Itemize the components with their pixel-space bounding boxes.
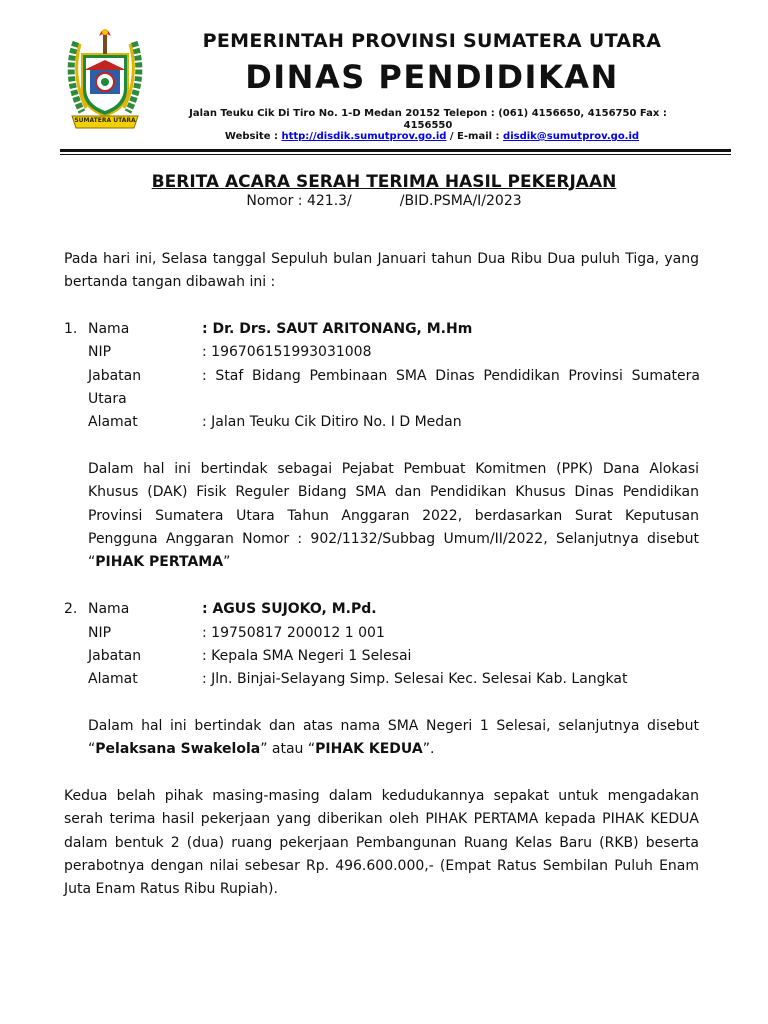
party1-nip-label: NIP (88, 344, 112, 360)
email-label: / E-mail : (449, 131, 500, 142)
party1-jabatan-continued: Utara (88, 391, 127, 407)
email-link[interactable]: disdik@sumutprov.go.id (503, 131, 640, 142)
party1-number: 1. (64, 321, 78, 337)
logo-ribbon-text: SUMATERA UTARA (74, 117, 136, 124)
office-address: Jalan Teuku Cik Di Tiro No. 1-D Medan 20152 Telepon : (061) 4156650, 4156750 Fax : 4156550 (189, 108, 667, 131)
party2-nip-value: : 19750817 200012 1 001 (202, 625, 385, 641)
party1-jabatan-label: Jabatan (88, 368, 142, 384)
party2-number: 2. (64, 601, 78, 617)
party2-alamat-value: : Jln. Binjai-Selayang Simp. Selesai Kec. Selesai Kab. Langkat (202, 671, 628, 687)
party1-nip-value: : 196706151993031008 (202, 344, 372, 360)
party1-description: Dalam hal ini bertindak sebagai Pejabat Pembuat Komitmen (PPK) Dana Alokasi Khusus (DAK) Fisik Reguler Bidang SMA dan Pendidikan Khusus Dinas Pendidikan Provinsi Sumatera Utara Tahun Anggaran 2022, berdasarkan Surat Keputusan Pengguna Anggaran Nomor : 902/1132/Subbag Umum/II/2022, Selanjutnya disebut “PIHAK PERTAMA” (88, 461, 699, 571)
party2-description: Dalam hal ini bertindak dan atas nama SMA Negeri 1 Selesai, selanjutnya disebut “Pelaksana Swakelola” atau “PIHAK KEDUA”. (88, 718, 699, 758)
intro-paragraph: Pada hari ini, Selasa tanggal Sepuluh bulan Januari tahun Dua Ribu Dua puluh Tiga, yang bertanda tangan dibawah ini : (64, 251, 699, 291)
party2-alamat-label: Alamat (88, 671, 138, 687)
document-number: Nomor : 421.3/ /BID.PSMA/I/2023 (246, 193, 522, 209)
party1-alamat-value: : Jalan Teuku Cik Ditiro No. I D Medan (202, 414, 462, 430)
handover-paragraph: Kedua belah pihak masing-masing dalam kedudukannya sepakat untuk mengadakan serah terima hasil pekerjaan yang diberikan oleh PIHAK PERTAMA kepada PIHAK KEDUA dalam bentuk 2 (dua) ruang pekerjaan Pembangunan Ruang Kelas Baru (RKB) beserta perabotnya dengan nilai sebesar Rp. 496.600.000,- (Empat Ratus Sembilan Puluh Enam Juta Enam Ratus Ribu Rupiah). (64, 788, 699, 898)
letterhead-divider-thick (60, 149, 731, 152)
government-name: PEMERINTAH PROVINSI SUMATERA UTARA (202, 30, 662, 52)
party1-alamat-label: Alamat (88, 414, 138, 430)
party2-jabatan-label: Jabatan (88, 648, 142, 664)
party1-name-label: Nama (88, 321, 130, 337)
party2-role: PIHAK KEDUA (315, 741, 423, 758)
department-name: DINAS PENDIDIKAN (245, 58, 619, 96)
party2-name-label: Nama (88, 601, 130, 617)
party1-jabatan-value: : Staf Bidang Pembinaan SMA Dinas Pendidikan Provinsi Sumatera (202, 368, 700, 384)
party2-name-value: : AGUS SUJOKO, M.Pd. (202, 601, 377, 617)
party2-jabatan-value: : Kepala SMA Negeri 1 Selesai (202, 648, 412, 664)
party1-role: PIHAK PERTAMA (95, 554, 224, 571)
letterhead-divider-thin (60, 154, 731, 155)
party2-nip-label: NIP (88, 625, 112, 641)
website-link[interactable]: http://disdik.sumutprov.go.id (281, 131, 447, 142)
website-label: Website : (224, 131, 278, 142)
party2-role-swakelola: Pelaksana Swakelola (95, 741, 261, 758)
contact-line (150, 131, 714, 142)
party1-name-value: : Dr. Drs. SAUT ARITONANG, M.Hm (202, 321, 473, 337)
document-title: BERITA ACARA SERAH TERIMA HASIL PEKERJAAN (151, 172, 617, 192)
